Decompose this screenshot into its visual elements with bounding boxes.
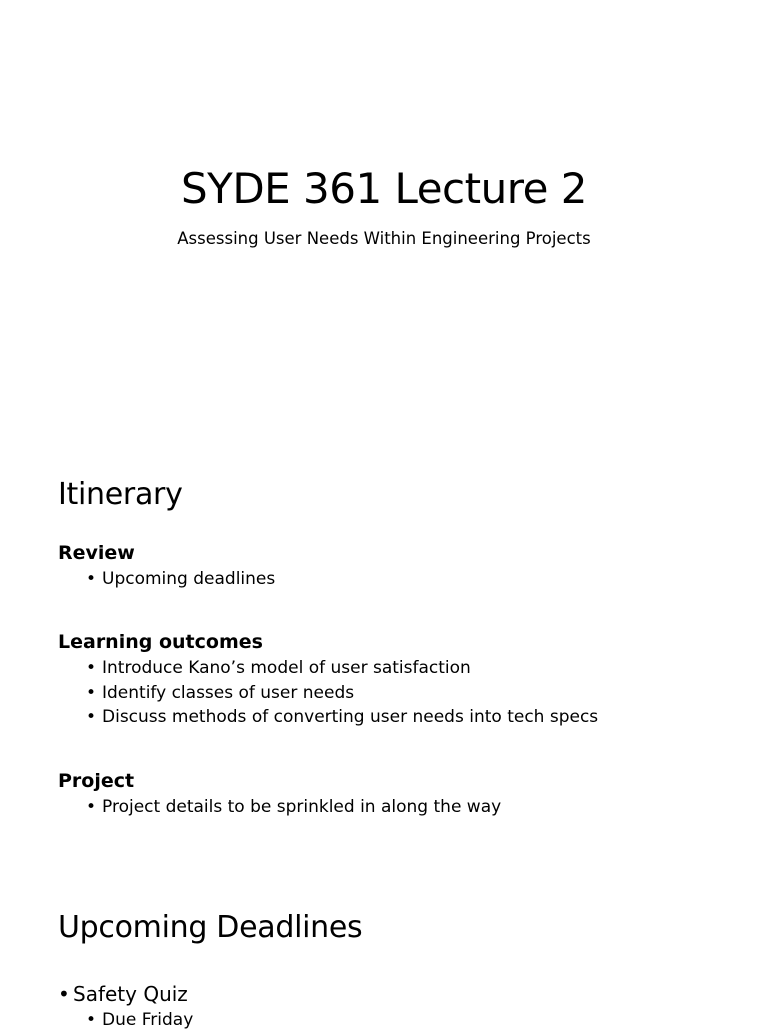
list-item	[86, 656, 598, 681]
bullet-icon: •	[86, 569, 97, 589]
bullet-icon: •	[58, 982, 70, 1006]
list-item	[86, 795, 501, 820]
list-item-text: Safety Quiz	[73, 982, 188, 1006]
list-item-text: Upcoming deadlines	[102, 569, 276, 589]
list-item	[86, 567, 275, 592]
list-item-text: Due Friday	[102, 1010, 194, 1030]
nested-list	[58, 1008, 193, 1032]
list-item-text: Identify classes of user needs	[102, 682, 355, 703]
itinerary-heading: Itinerary	[58, 477, 183, 512]
learning-outcomes-list	[86, 656, 598, 730]
list-item	[86, 681, 598, 706]
project-list	[86, 795, 501, 820]
learning-outcomes-section-label: Learning outcomes	[58, 631, 263, 653]
project-section-label: Project	[58, 770, 135, 792]
list-item-text: Project details to be sprinkled in along the way	[102, 797, 502, 817]
lecture-subtitle: Assessing User Needs Within Engineering Projects	[177, 229, 591, 248]
bullet-icon: •	[86, 707, 97, 727]
list-item-text: Introduce Kano’s model of user satisfaction	[102, 658, 471, 678]
list-item	[58, 980, 193, 1032]
lecture-title: SYDE 361 Lecture 2	[181, 164, 587, 213]
list-item	[86, 1008, 193, 1032]
bullet-icon: •	[86, 682, 97, 703]
deadlines-list	[58, 980, 193, 1032]
review-section-label: Review	[58, 542, 135, 564]
bullet-icon: •	[86, 1010, 97, 1030]
bullet-icon: •	[86, 797, 97, 817]
bullet-icon: •	[86, 658, 97, 678]
review-list	[86, 567, 275, 592]
upcoming-deadlines-heading: Upcoming Deadlines	[58, 910, 363, 945]
list-item-text: Discuss methods of converting user needs into tech specs	[102, 707, 599, 727]
list-item	[86, 705, 598, 730]
